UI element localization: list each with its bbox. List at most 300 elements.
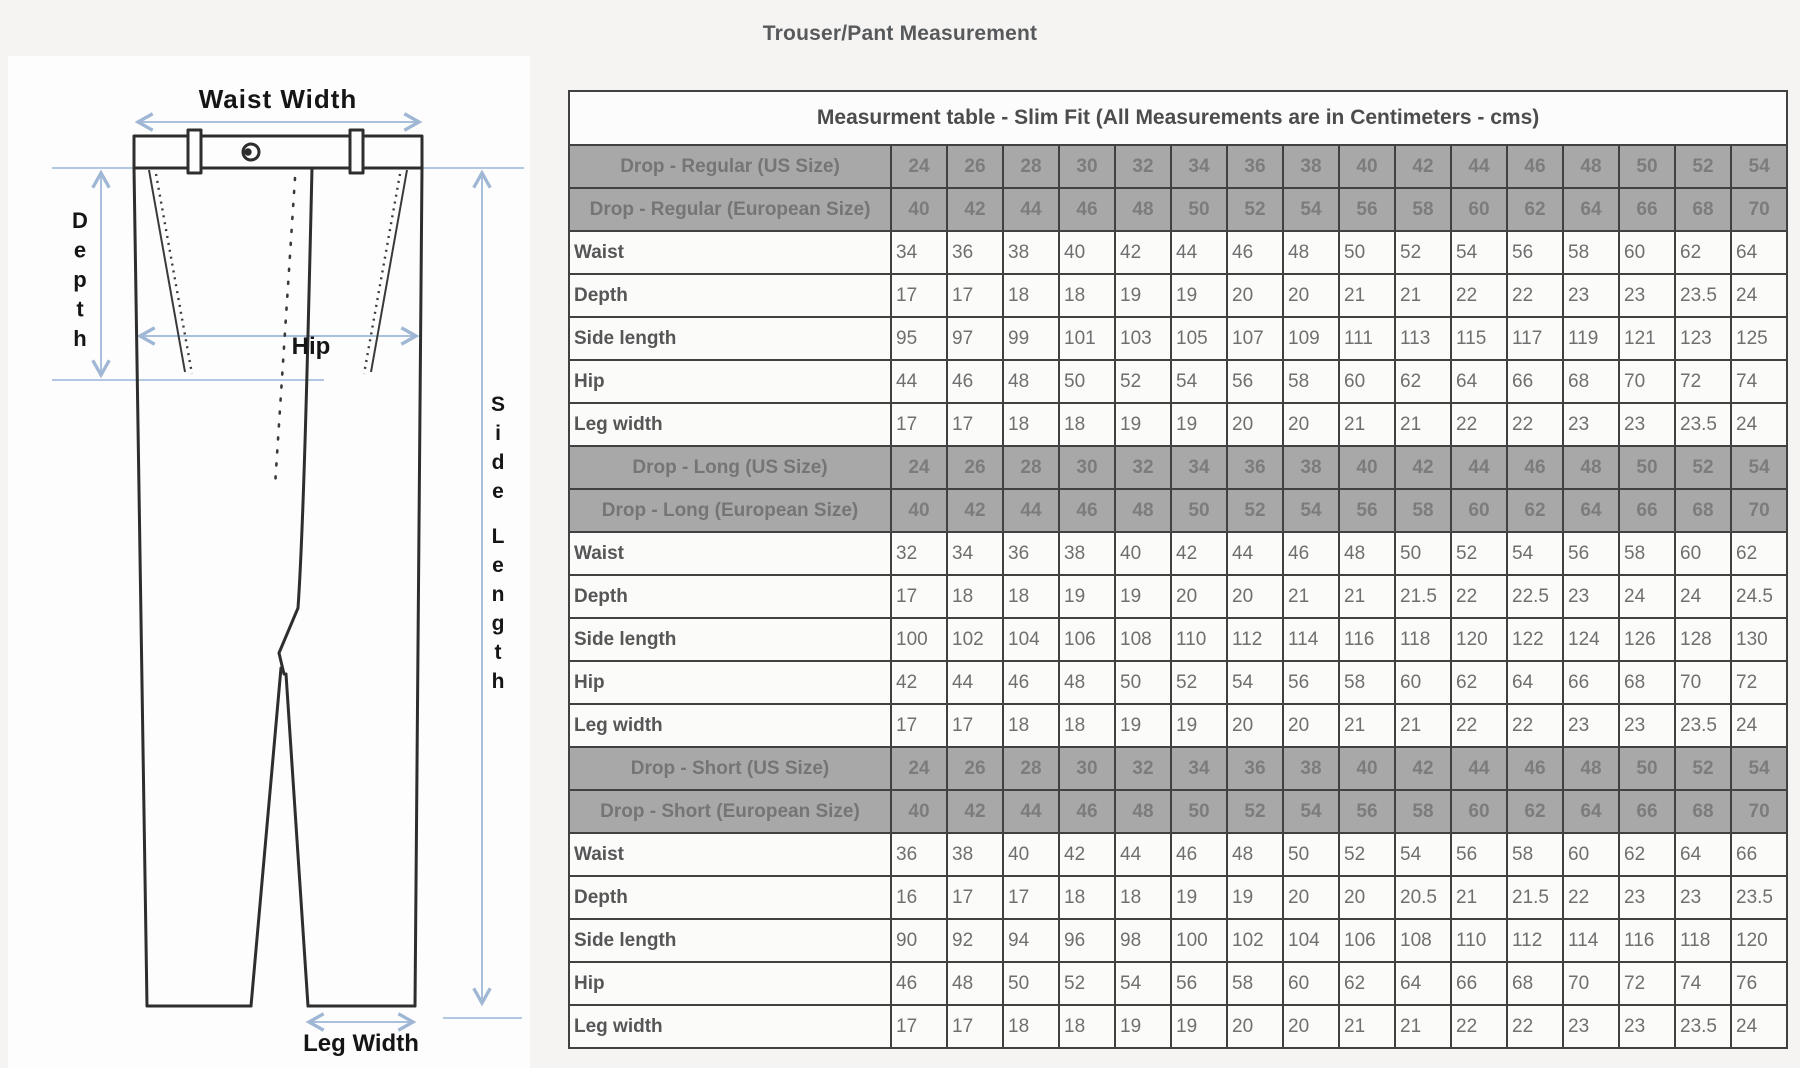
value-cell: 48 [1227, 833, 1283, 876]
value-cell: 36 [1227, 446, 1283, 489]
value-cell: 60 [1675, 532, 1731, 575]
value-cell: 46 [1059, 489, 1115, 532]
value-cell: 106 [1339, 919, 1395, 962]
value-cell: 46 [1283, 532, 1339, 575]
measurement-table [568, 90, 1788, 1049]
value-cell: 42 [947, 790, 1003, 833]
value-cell: 23 [1619, 1005, 1675, 1048]
value-cell: 113 [1395, 317, 1451, 360]
value-cell: 22 [1507, 274, 1563, 317]
value-cell: 56 [1339, 790, 1395, 833]
right-pocket-line [371, 170, 407, 372]
value-cell: 50 [1171, 790, 1227, 833]
value-cell: 38 [1283, 145, 1339, 188]
value-cell: 60 [1451, 188, 1507, 231]
value-cell: 44 [1451, 446, 1507, 489]
value-cell: 98 [1115, 919, 1171, 962]
value-cell: 66 [1563, 661, 1619, 704]
measure-row [569, 360, 1787, 403]
row-label: Hip [569, 962, 891, 1005]
value-cell: 76 [1731, 962, 1787, 1005]
value-cell: 19 [1171, 876, 1227, 919]
value-cell: 42 [1395, 446, 1451, 489]
row-label: Drop - Long (European Size) [569, 489, 891, 532]
value-cell: 21 [1339, 704, 1395, 747]
page-title: Trouser/Pant Measurement [762, 22, 1038, 46]
value-cell: 52 [1451, 532, 1507, 575]
waistband [134, 136, 422, 168]
value-cell: 103 [1115, 317, 1171, 360]
value-cell: 17 [891, 1005, 947, 1048]
value-cell: 18 [1115, 876, 1171, 919]
value-cell: 99 [1003, 317, 1059, 360]
value-cell: 38 [947, 833, 1003, 876]
value-cell: 44 [1003, 489, 1059, 532]
value-cell: 40 [1339, 145, 1395, 188]
row-label: Depth [569, 876, 891, 919]
value-cell: 92 [947, 919, 1003, 962]
value-cell: 34 [891, 231, 947, 274]
value-cell: 111 [1339, 317, 1395, 360]
value-cell: 20 [1283, 403, 1339, 446]
value-cell: 50 [1003, 962, 1059, 1005]
front-rise [279, 168, 312, 674]
value-cell: 72 [1731, 661, 1787, 704]
value-cell: 44 [1451, 747, 1507, 790]
hip-label: Hip [291, 333, 331, 360]
row-label: Depth [569, 575, 891, 618]
value-cell: 68 [1675, 489, 1731, 532]
value-cell: 40 [1339, 747, 1395, 790]
value-cell: 19 [1171, 704, 1227, 747]
value-cell: 48 [1003, 360, 1059, 403]
value-cell: 42 [947, 188, 1003, 231]
value-cell: 68 [1675, 188, 1731, 231]
value-cell: 62 [1675, 231, 1731, 274]
value-cell: 28 [1003, 446, 1059, 489]
value-cell: 68 [1675, 790, 1731, 833]
value-cell: 18 [1059, 274, 1115, 317]
value-cell: 26 [947, 145, 1003, 188]
row-label: Side length [569, 317, 891, 360]
value-cell: 23 [1563, 704, 1619, 747]
value-cell: 23.5 [1675, 704, 1731, 747]
value-cell: 109 [1283, 317, 1339, 360]
value-cell: 90 [891, 919, 947, 962]
measurement-table-container [568, 90, 1786, 1049]
value-cell: 66 [1619, 489, 1675, 532]
value-cell: 20 [1227, 575, 1283, 618]
table-title: Measurment table - Slim Fit (All Measurements are in Centimeters - cms) [569, 91, 1787, 145]
value-cell: 21 [1395, 1005, 1451, 1048]
value-cell: 42 [891, 661, 947, 704]
value-cell: 21 [1451, 876, 1507, 919]
value-cell: 21.5 [1395, 575, 1451, 618]
value-cell: 24 [1731, 403, 1787, 446]
value-cell: 24 [891, 446, 947, 489]
value-cell: 19 [1115, 1005, 1171, 1048]
value-cell: 68 [1563, 360, 1619, 403]
value-cell: 48 [1115, 489, 1171, 532]
value-cell: 130 [1731, 618, 1787, 661]
value-cell: 19 [1115, 403, 1171, 446]
trouser-diagram [8, 56, 530, 1068]
value-cell: 21 [1339, 1005, 1395, 1048]
measure-row [569, 403, 1787, 446]
value-cell: 62 [1339, 962, 1395, 1005]
value-cell: 21 [1339, 403, 1395, 446]
value-cell: 58 [1395, 790, 1451, 833]
value-cell: 19 [1115, 274, 1171, 317]
value-cell: 17 [947, 1005, 1003, 1048]
value-cell: 18 [1003, 403, 1059, 446]
value-cell: 48 [1339, 532, 1395, 575]
value-cell: 46 [1507, 446, 1563, 489]
us-size-header-row [569, 446, 1787, 489]
row-label: Leg width [569, 1005, 891, 1048]
value-cell: 70 [1619, 360, 1675, 403]
value-cell: 36 [1003, 532, 1059, 575]
value-cell: 58 [1395, 188, 1451, 231]
value-cell: 44 [947, 661, 1003, 704]
value-cell: 44 [891, 360, 947, 403]
value-cell: 64 [1507, 661, 1563, 704]
value-cell: 105 [1171, 317, 1227, 360]
stitch-lines [149, 170, 407, 486]
value-cell: 70 [1563, 962, 1619, 1005]
left-pocket-stitch [156, 174, 192, 374]
value-cell: 68 [1619, 661, 1675, 704]
value-cell: 23 [1563, 1005, 1619, 1048]
value-cell: 104 [1283, 919, 1339, 962]
value-cell: 54 [1395, 833, 1451, 876]
value-cell: 21 [1395, 403, 1451, 446]
value-cell: 46 [1171, 833, 1227, 876]
value-cell: 21 [1283, 575, 1339, 618]
value-cell: 42 [1395, 747, 1451, 790]
value-cell: 54 [1731, 747, 1787, 790]
value-cell: 50 [1171, 188, 1227, 231]
value-cell: 26 [947, 446, 1003, 489]
waist-width-label: Waist Width [198, 84, 358, 114]
measure-row [569, 1005, 1787, 1048]
row-label: Leg width [569, 403, 891, 446]
value-cell: 18 [1003, 575, 1059, 618]
value-cell: 56 [1171, 962, 1227, 1005]
value-cell: 23 [1563, 575, 1619, 618]
measure-row [569, 274, 1787, 317]
eu-size-header-row [569, 790, 1787, 833]
value-cell: 60 [1563, 833, 1619, 876]
value-cell: 18 [947, 575, 1003, 618]
value-cell: 46 [1003, 661, 1059, 704]
value-cell: 52 [1675, 446, 1731, 489]
value-cell: 50 [1283, 833, 1339, 876]
value-cell: 42 [1059, 833, 1115, 876]
value-cell: 112 [1227, 618, 1283, 661]
value-cell: 50 [1619, 747, 1675, 790]
value-cell: 44 [1171, 231, 1227, 274]
value-cell: 54 [1283, 489, 1339, 532]
value-cell: 56 [1451, 833, 1507, 876]
value-cell: 62 [1507, 188, 1563, 231]
value-cell: 22 [1451, 704, 1507, 747]
value-cell: 22 [1507, 403, 1563, 446]
value-cell: 21 [1395, 274, 1451, 317]
value-cell: 52 [1115, 360, 1171, 403]
eu-size-header-row [569, 188, 1787, 231]
value-cell: 46 [1227, 231, 1283, 274]
value-cell: 114 [1563, 919, 1619, 962]
value-cell: 19 [1171, 274, 1227, 317]
length-label: L e n g t h [491, 525, 505, 693]
belt-loop-left [188, 130, 201, 173]
value-cell: 56 [1227, 360, 1283, 403]
value-cell: 119 [1563, 317, 1619, 360]
value-cell: 62 [1507, 489, 1563, 532]
value-cell: 34 [947, 532, 1003, 575]
value-cell: 32 [891, 532, 947, 575]
value-cell: 22 [1507, 704, 1563, 747]
value-cell: 24 [891, 145, 947, 188]
value-cell: 58 [1339, 661, 1395, 704]
value-cell: 40 [1059, 231, 1115, 274]
value-cell: 64 [1563, 790, 1619, 833]
value-cell: 48 [1115, 790, 1171, 833]
value-cell: 20 [1227, 403, 1283, 446]
value-cell: 20 [1283, 704, 1339, 747]
value-cell: 20 [1171, 575, 1227, 618]
value-cell: 23 [1675, 876, 1731, 919]
value-cell: 44 [1451, 145, 1507, 188]
value-cell: 118 [1395, 618, 1451, 661]
value-cell: 17 [891, 403, 947, 446]
row-label: Drop - Long (US Size) [569, 446, 891, 489]
value-cell: 52 [1675, 145, 1731, 188]
value-cell: 36 [891, 833, 947, 876]
value-cell: 112 [1507, 919, 1563, 962]
value-cell: 23.5 [1675, 403, 1731, 446]
value-cell: 28 [1003, 145, 1059, 188]
value-cell: 20 [1339, 876, 1395, 919]
value-cell: 30 [1059, 446, 1115, 489]
value-cell: 24 [1731, 274, 1787, 317]
value-cell: 38 [1059, 532, 1115, 575]
row-label: Drop - Short (European Size) [569, 790, 891, 833]
value-cell: 54 [1507, 532, 1563, 575]
value-cell: 19 [1171, 403, 1227, 446]
value-cell: 64 [1563, 489, 1619, 532]
value-cell: 74 [1731, 360, 1787, 403]
value-cell: 54 [1283, 188, 1339, 231]
value-cell: 22 [1563, 876, 1619, 919]
trouser-diagram-svg [8, 56, 530, 1068]
value-cell: 54 [1731, 446, 1787, 489]
value-cell: 64 [1731, 231, 1787, 274]
value-cell: 19 [1227, 876, 1283, 919]
measure-row [569, 962, 1787, 1005]
value-cell: 22 [1451, 274, 1507, 317]
value-cell: 50 [1619, 145, 1675, 188]
leg-width-label: Leg Width [303, 1030, 419, 1057]
value-cell: 46 [947, 360, 1003, 403]
value-cell: 32 [1115, 446, 1171, 489]
row-label: Waist [569, 231, 891, 274]
value-cell: 22.5 [1507, 575, 1563, 618]
value-cell: 22 [1451, 403, 1507, 446]
value-cell: 19 [1059, 575, 1115, 618]
value-cell: 40 [1115, 532, 1171, 575]
value-cell: 58 [1395, 489, 1451, 532]
value-cell: 48 [1563, 446, 1619, 489]
value-cell: 42 [947, 489, 1003, 532]
value-cell: 58 [1563, 231, 1619, 274]
value-cell: 58 [1619, 532, 1675, 575]
value-cell: 36 [1227, 145, 1283, 188]
value-cell: 60 [1451, 790, 1507, 833]
value-cell: 66 [1731, 833, 1787, 876]
value-cell: 60 [1451, 489, 1507, 532]
value-cell: 30 [1059, 145, 1115, 188]
value-cell: 121 [1619, 317, 1675, 360]
button-hole [246, 150, 250, 154]
value-cell: 114 [1283, 618, 1339, 661]
value-cell: 120 [1731, 919, 1787, 962]
row-label: Waist [569, 833, 891, 876]
value-cell: 54 [1731, 145, 1787, 188]
value-cell: 36 [1227, 747, 1283, 790]
value-cell: 50 [1619, 446, 1675, 489]
value-cell: 21.5 [1507, 876, 1563, 919]
value-cell: 48 [1283, 231, 1339, 274]
value-cell: 68 [1507, 962, 1563, 1005]
value-cell: 48 [1115, 188, 1171, 231]
row-label: Hip [569, 360, 891, 403]
measure-row [569, 575, 1787, 618]
value-cell: 66 [1507, 360, 1563, 403]
value-cell: 18 [1059, 704, 1115, 747]
value-cell: 124 [1563, 618, 1619, 661]
right-leg-inner [286, 674, 308, 1006]
value-cell: 44 [1227, 532, 1283, 575]
value-cell: 52 [1227, 188, 1283, 231]
value-cell: 100 [1171, 919, 1227, 962]
value-cell: 24 [1675, 575, 1731, 618]
value-cell: 58 [1507, 833, 1563, 876]
value-cell: 54 [1171, 360, 1227, 403]
value-cell: 16 [891, 876, 947, 919]
value-cell: 32 [1115, 145, 1171, 188]
value-cell: 26 [947, 747, 1003, 790]
left-leg-outer [134, 168, 147, 1006]
value-cell: 62 [1507, 790, 1563, 833]
value-cell: 52 [1227, 489, 1283, 532]
value-cell: 20 [1283, 274, 1339, 317]
us-size-header-row [569, 747, 1787, 790]
value-cell: 60 [1619, 231, 1675, 274]
value-cell: 23.5 [1731, 876, 1787, 919]
value-cell: 23 [1563, 274, 1619, 317]
value-cell: 56 [1563, 532, 1619, 575]
value-cell: 46 [1507, 747, 1563, 790]
value-cell: 70 [1731, 188, 1787, 231]
value-cell: 46 [1059, 188, 1115, 231]
value-cell: 23 [1619, 274, 1675, 317]
value-cell: 62 [1619, 833, 1675, 876]
value-cell: 23 [1563, 403, 1619, 446]
value-cell: 58 [1227, 962, 1283, 1005]
value-cell: 101 [1059, 317, 1115, 360]
measure-row [569, 231, 1787, 274]
value-cell: 18 [1059, 1005, 1115, 1048]
value-cell: 23.5 [1675, 274, 1731, 317]
measurement-table-body [569, 145, 1787, 1048]
value-cell: 24 [1731, 704, 1787, 747]
value-cell: 123 [1675, 317, 1731, 360]
right-leg-outer [415, 168, 422, 1006]
value-cell: 70 [1731, 790, 1787, 833]
value-cell: 17 [891, 274, 947, 317]
value-cell: 24.5 [1731, 575, 1787, 618]
value-cell: 62 [1731, 532, 1787, 575]
value-cell: 60 [1339, 360, 1395, 403]
value-cell: 20 [1283, 876, 1339, 919]
value-cell: 52 [1675, 747, 1731, 790]
value-cell: 48 [1059, 661, 1115, 704]
eu-size-header-row [569, 489, 1787, 532]
value-cell: 40 [1339, 446, 1395, 489]
value-cell: 48 [947, 962, 1003, 1005]
measure-row [569, 532, 1787, 575]
value-cell: 23 [1619, 704, 1675, 747]
measure-row [569, 618, 1787, 661]
value-cell: 120 [1451, 618, 1507, 661]
value-cell: 22 [1507, 1005, 1563, 1048]
value-cell: 32 [1115, 747, 1171, 790]
value-cell: 74 [1675, 962, 1731, 1005]
value-cell: 66 [1619, 188, 1675, 231]
measure-row [569, 317, 1787, 360]
us-size-header-row [569, 145, 1787, 188]
left-pocket-line [149, 170, 185, 372]
value-cell: 44 [1115, 833, 1171, 876]
value-cell: 20 [1227, 274, 1283, 317]
value-cell: 24 [1619, 575, 1675, 618]
value-cell: 72 [1675, 360, 1731, 403]
value-cell: 72 [1619, 962, 1675, 1005]
value-cell: 42 [1171, 532, 1227, 575]
value-cell: 104 [1003, 618, 1059, 661]
value-cell: 38 [1283, 747, 1339, 790]
value-cell: 23 [1619, 403, 1675, 446]
value-cell: 50 [1171, 489, 1227, 532]
value-cell: 115 [1451, 317, 1507, 360]
value-cell: 40 [891, 188, 947, 231]
value-cell: 66 [1619, 790, 1675, 833]
value-cell: 18 [1059, 876, 1115, 919]
value-cell: 58 [1283, 360, 1339, 403]
value-cell: 60 [1395, 661, 1451, 704]
value-cell: 17 [891, 575, 947, 618]
value-cell: 128 [1675, 618, 1731, 661]
value-cell: 50 [1395, 532, 1451, 575]
value-cell: 24 [1731, 1005, 1787, 1048]
value-cell: 42 [1395, 145, 1451, 188]
value-cell: 70 [1675, 661, 1731, 704]
value-cell: 52 [1339, 833, 1395, 876]
measure-row [569, 704, 1787, 747]
value-cell: 34 [1171, 145, 1227, 188]
